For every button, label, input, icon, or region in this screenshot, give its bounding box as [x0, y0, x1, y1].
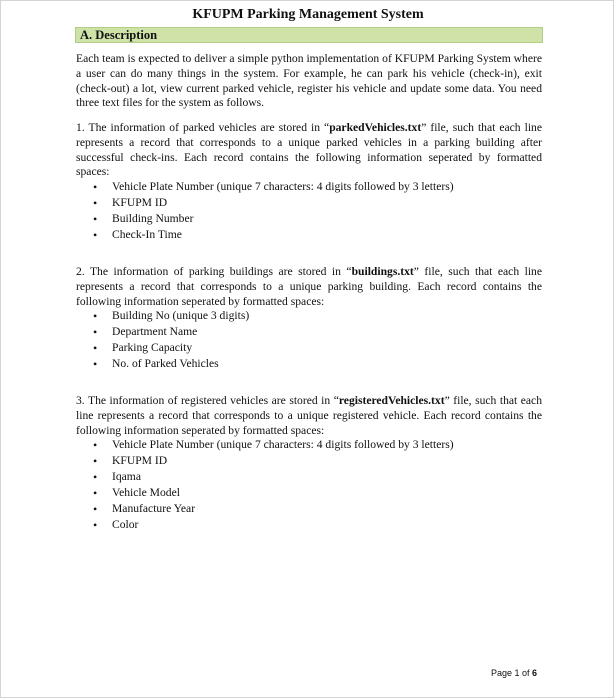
bullet-icon: • [93, 502, 98, 516]
bullet-icon: • [93, 309, 98, 323]
list-item: • Vehicle Plate Number (unique 7 characters: 4 digits followed by 3 letters) [93, 438, 454, 452]
list-item: • No. of Parked Vehicles [93, 357, 219, 371]
intro-paragraph: Each team is expected to deliver a simple python implementation of KFUPM Parking System where a user can do many things in the system. For example, he can park his vehicle (check-in), exit (check-out) a lot, view current parked vehicle, register his vehicle and update some data. You need three text files for the system as follows. [76, 52, 542, 110]
item1-field-list [92, 179, 454, 243]
page-number [491, 668, 537, 678]
page-number-label: Page 1 of [490, 668, 532, 678]
list-item: • KFUPM ID [93, 196, 168, 210]
list-item: • Building Number [93, 212, 194, 226]
item1-text-before: 1. The information of parked vehicles are stored in “ [76, 121, 330, 134]
item2-paragraph [76, 265, 542, 309]
list-item: • Building No (unique 3 digits) [93, 309, 250, 323]
bullet-icon: • [93, 357, 98, 371]
item3-text-after: ” file, such that each line represents a record that corresponds to a unique registered vehicle. Each record contains the following information seperated by formatted spaces: [76, 394, 542, 437]
list-item: • Vehicle Plate Number (unique 7 characters: 4 digits followed by 3 letters) [93, 180, 454, 194]
list-item: • Vehicle Model [93, 486, 180, 500]
bullet-icon: • [93, 518, 98, 532]
bullet-icon: • [93, 325, 98, 339]
item1-text-after: ” file, such that each line represents a record that corresponds to a unique parked vehicles in a parking building after successful check-ins. Each record contains the following information seperated by formatted spaces: [76, 121, 542, 179]
page-number-total: 6 [531, 668, 537, 678]
list-item: • KFUPM ID [93, 454, 168, 468]
item3-text-before: 3. The information of registered vehicles are stored in “ [76, 394, 339, 407]
list-item: • Department Name [93, 325, 198, 339]
list-item: • Check-In Time [93, 228, 182, 242]
bullet-icon: • [93, 486, 98, 500]
list-item: • Parking Capacity [93, 341, 193, 355]
item2-text-before: 2. The information of parking buildings are stored in “ [76, 265, 352, 278]
list-item: • Iqama [93, 470, 141, 484]
item2-text-after: ” file, such that each line represents a record that corresponds to a unique parking building. Each record contains the following information seperated by formatted spaces: [76, 265, 543, 308]
item3-filename: registeredVehicles.txt [338, 394, 445, 407]
item2-field-list [92, 308, 249, 372]
list-item: • Manufacture Year [93, 502, 196, 516]
bullet-icon: • [93, 212, 98, 226]
bullet-icon: • [93, 196, 98, 210]
item1-filename: parkedVehicles.txt [329, 121, 422, 134]
bullet-icon: • [93, 454, 98, 468]
section-heading-description: A. Description [75, 27, 543, 43]
bullet-icon: • [93, 341, 98, 355]
item3-field-list [92, 437, 454, 533]
document-title: KFUPM Parking Management System [192, 7, 424, 22]
bullet-icon: • [93, 470, 98, 484]
bullet-icon: • [93, 180, 98, 194]
item1-paragraph [76, 121, 542, 180]
bullet-icon: • [93, 228, 98, 242]
bullet-icon: • [93, 438, 98, 452]
item3-paragraph [76, 394, 542, 438]
item2-filename: buildings.txt [351, 265, 414, 278]
list-item: • Color [93, 518, 139, 532]
